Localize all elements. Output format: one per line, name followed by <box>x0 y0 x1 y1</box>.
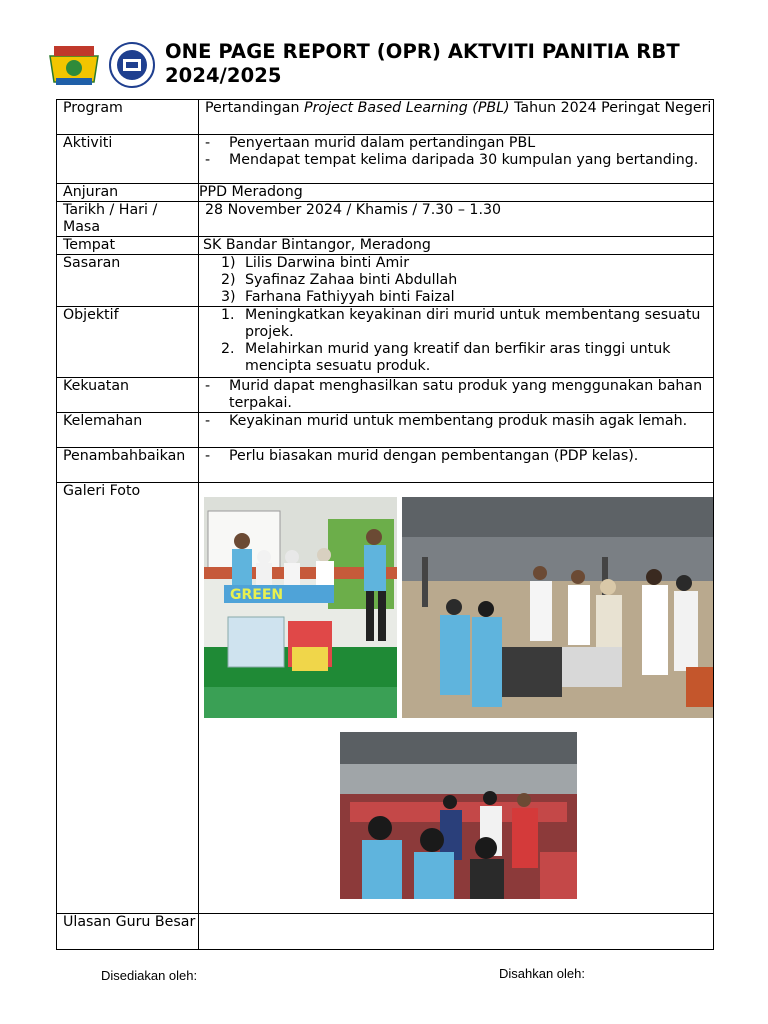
label-objektif: Objektif <box>57 307 199 378</box>
objektif-item-1: Meningkatkan keyakinan diri murid untuk membentang sesuatu projek. <box>245 307 701 340</box>
row-kekuatan <box>57 378 714 413</box>
kelemahan-item-1: Keyakinan murid untuk membentang produk masih agak lemah. <box>229 413 688 429</box>
program-text-b: Tahun 2024 Peringat Negeri <box>509 100 712 116</box>
value-galeri <box>199 483 714 914</box>
objektif-item-2: Melahirkan murid yang kreatif dan berfikir aras tinggi untuk mencipta sesuatu produk. <box>245 341 671 374</box>
prepared-by-label: Disediakan oleh: <box>101 968 198 983</box>
photo-students-product <box>204 497 397 718</box>
label-aktiviti: Aktiviti <box>57 135 199 184</box>
sasaran-item-3: Farhana Fathiyyah binti Faizal <box>245 289 455 305</box>
photo-hall-judges <box>402 497 713 718</box>
page-title: ONE PAGE REPORT (OPR) AKTVITI PANITIA RBT 2024/2025 <box>165 40 680 87</box>
photo-students-hall <box>340 732 577 899</box>
row-anjuran <box>57 184 714 202</box>
label-galeri: Galeri Foto <box>57 483 199 914</box>
label-sasaran: Sasaran <box>57 255 199 307</box>
value-tempat: SK Bandar Bintangor, Meradong <box>199 237 714 255</box>
row-sasaran <box>57 255 714 307</box>
value-sasaran <box>199 255 714 307</box>
report-table <box>56 99 714 950</box>
label-tarikh: Tarikh / Hari / Masa <box>57 202 199 237</box>
label-kekuatan: Kekuatan <box>57 378 199 413</box>
label-penambahbaikan: Penambahbaikan <box>57 448 199 483</box>
list-item: 1. Meningkatkan keyakinan diri murid untuk membentang sesuatu projek. <box>221 307 701 340</box>
program-text-italic: Project Based Learning (PBL) <box>304 100 510 116</box>
penambahbaikan-item-1: Perlu biasakan murid dengan pembentangan (PDP kelas). <box>229 448 639 464</box>
school-seal-icon <box>108 42 156 88</box>
list-item: - Keyakinan murid untuk membentang produk masih agak lemah. <box>205 413 688 429</box>
value-objektif <box>199 307 714 378</box>
value-tarikh: 28 November 2024 / Khamis / 7.30 – 1.30 <box>199 202 714 237</box>
school-badge-icon <box>46 42 102 88</box>
value-program <box>199 100 714 135</box>
label-program: Program <box>57 100 199 135</box>
value-kelemahan <box>199 413 714 448</box>
row-program <box>57 100 714 135</box>
value-aktiviti <box>199 135 714 184</box>
report-header <box>46 40 736 90</box>
list-item: - Penyertaan murid dalam pertandingan PBL <box>205 135 536 151</box>
list-item: - Mendapat tempat kelima daripada 30 kumpulan yang bertanding. <box>205 152 699 168</box>
value-penambahbaikan <box>199 448 714 483</box>
sasaran-item-2: Syafinaz Zahaa binti Abdullah <box>245 272 458 288</box>
row-ulasan <box>57 914 714 950</box>
row-penambahbaikan <box>57 448 714 483</box>
row-kelemahan <box>57 413 714 448</box>
aktiviti-item-1: Penyertaan murid dalam pertandingan PBL <box>229 135 536 151</box>
value-anjuran: PPD Meradong <box>199 184 714 202</box>
label-tempat: Tempat <box>57 237 199 255</box>
row-galeri <box>57 483 714 914</box>
photo-gallery <box>199 483 713 913</box>
label-kelemahan: Kelemahan <box>57 413 199 448</box>
label-anjuran: Anjuran <box>57 184 199 202</box>
value-kekuatan <box>199 378 714 413</box>
approved-by-label: Disahkan oleh: <box>499 966 585 981</box>
list-item: - Murid dapat menghasilkan satu produk yang menggunakan bahan terpakai. <box>205 378 703 411</box>
list-item: 3) Farhana Fathiyyah binti Faizal <box>221 289 455 305</box>
aktiviti-item-2: Mendapat tempat kelima daripada 30 kumpulan yang bertanding. <box>229 152 699 168</box>
row-tempat <box>57 237 714 255</box>
row-tarikh <box>57 202 714 237</box>
list-item: 2) Syafinaz Zahaa binti Abdullah <box>221 272 458 288</box>
sasaran-item-1: Lilis Darwina binti Amir <box>245 255 410 271</box>
svg-text:GREEN: GREEN <box>230 587 284 603</box>
list-item: 1) Lilis Darwina binti Amir <box>221 255 410 271</box>
list-item: 2. Melahirkan murid yang kreatif dan berfikir aras tinggi untuk mencipta sesuatu produk. <box>221 341 671 374</box>
label-ulasan: Ulasan Guru Besar <box>57 914 199 950</box>
kekuatan-item-1: Murid dapat menghasilkan satu produk yang menggunakan bahan terpakai. <box>229 378 703 411</box>
value-ulasan <box>199 914 714 950</box>
program-text-a: Pertandingan <box>205 100 305 116</box>
list-item: - Perlu biasakan murid dengan pembentangan (PDP kelas). <box>205 448 639 464</box>
row-aktiviti <box>57 135 714 184</box>
row-objektif <box>57 307 714 378</box>
